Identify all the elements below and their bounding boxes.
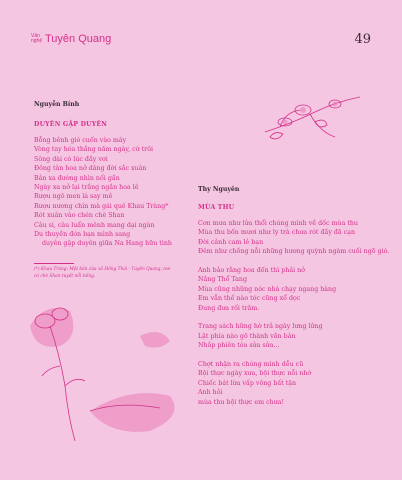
poem-line: Bội thực ngày xưa, bội thực nỗi nhớ bbox=[198, 370, 312, 378]
poem-line: Bản xa đường nhìn nối gần bbox=[34, 174, 120, 182]
poem-line: Anh hỏi bbox=[198, 389, 223, 397]
page-number: 49 bbox=[354, 32, 371, 47]
right-poem-title: MÙA THU bbox=[198, 204, 235, 211]
poem-line: Sông dài có lúc đầy vơi bbox=[34, 155, 108, 163]
poem-line: Lật phía nào gõ thành vần bản bbox=[198, 332, 296, 340]
poem-line: Em vẫn thế nào tóc cũng xổ dọc bbox=[198, 295, 301, 303]
poem-line: Bỗng bênh gió cuốn vào mây bbox=[34, 137, 127, 144]
poem-line: Du thuyền đón bạn mình sang bbox=[34, 231, 131, 239]
left-poem-title: DUYÊN GẶP DUYÊN bbox=[34, 121, 108, 128]
poem-line: Đời cảnh cam lẻ bạn bbox=[198, 238, 264, 246]
right-poem-author: Thy Nguyên bbox=[198, 186, 240, 193]
poem-line: Đông tàn hoa nở dâng đời sắc xuân bbox=[34, 165, 147, 173]
poem-line: Vòng tay hóa thắng năm ngày, cứ trôi bbox=[34, 146, 153, 154]
poem-line: Rót xuân vào chén chè Shan bbox=[34, 212, 125, 220]
poem-line: Đung đưa rối trăm. bbox=[198, 304, 260, 312]
blossom-illustration-icon bbox=[20, 296, 195, 446]
poem-line: Mùa cũng những nóc nhà chạy ngang hàng bbox=[198, 285, 337, 293]
poem-line: Trang sách hững hờ trả ngày lưng lửng bbox=[198, 323, 323, 331]
poem-line: Đêm như chồng nỗi những hương quỳnh ngàm cuối ngõ gió. bbox=[198, 248, 390, 256]
poem-line: Mùa thu bốn mươi như ly trà chưa rót đầy đã cạn bbox=[198, 229, 356, 237]
poem-line: Rượu nương chín mà gái quê Khau Tràng* bbox=[34, 202, 169, 210]
poem-line: Chiếc bát lừa vấp vông bất tận bbox=[198, 379, 297, 387]
left-poem-body bbox=[34, 136, 172, 249]
poem-line: Rượu ngô men lá say mê bbox=[34, 193, 113, 201]
poem-line: Câu si, câu luẩn mênh mang dại ngàn bbox=[34, 221, 155, 229]
flower-illustration-icon bbox=[255, 92, 365, 152]
poem-line: Nắng Thổ Tang bbox=[198, 276, 248, 284]
footnote: (*) Khau Tràng: Một bản của xã Hồng Thái - Tuyên Quang, nơi có chè Shan tuyết nổi tiếng. bbox=[34, 267, 170, 279]
poem-line: mùa thu bội thực em chưa! bbox=[198, 398, 285, 406]
left-poem-author: Nguyễn Bính bbox=[34, 101, 80, 108]
poem-line: Nhắp phiên tóa sửa sửa... bbox=[198, 342, 280, 350]
poem-line: duyên gặp duyên giữa Na Hang hữu tình bbox=[42, 240, 172, 248]
logo-name: Tuyên Quang bbox=[45, 33, 112, 45]
right-poem-body bbox=[198, 219, 389, 407]
poem-line: Ngày xa nở lại trắng ngần hoa lê bbox=[34, 184, 139, 192]
footnote-divider bbox=[34, 263, 74, 264]
logo-small-text: Văn nghệ bbox=[31, 33, 43, 44]
poem-line: Anh bảo rằng hoa đến thì phải nở bbox=[198, 267, 305, 275]
poem-line: Cơn mưa như lửa thổi chúng mình về dốc mùa thu bbox=[198, 220, 358, 227]
poem-line: Chợt nhận ra chúng mình dễu cũ bbox=[198, 361, 304, 369]
